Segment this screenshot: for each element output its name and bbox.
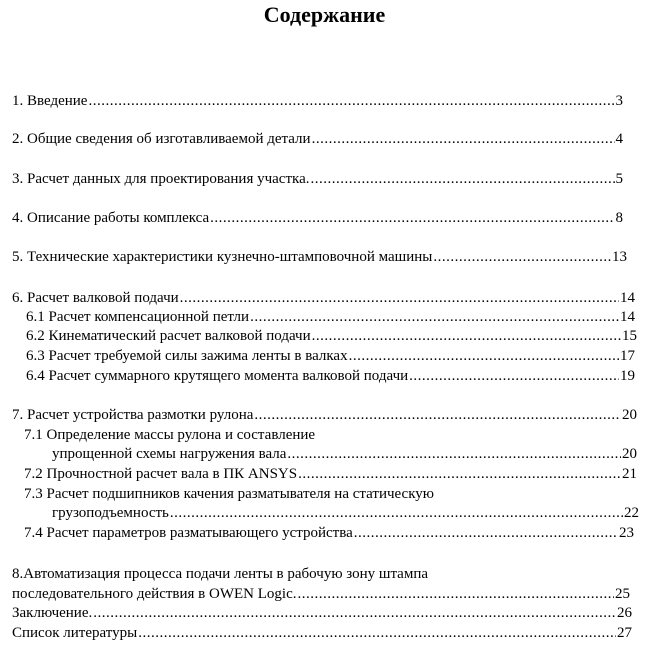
toc-page-number: 14 <box>620 309 635 325</box>
toc-entry[interactable] <box>24 524 634 542</box>
dot-leader <box>250 308 619 326</box>
toc-page-number: 17 <box>620 348 635 364</box>
toc-entry[interactable] <box>12 585 630 603</box>
dot-leader <box>138 624 616 642</box>
toc-entry-text: 5. Технические характеристики кузнечно-штамповочной машины <box>12 249 433 265</box>
dot-leader <box>310 170 614 188</box>
toc-entry[interactable] <box>26 367 635 385</box>
toc-page-number: 20 <box>622 407 637 423</box>
toc-entry-text: 8.Автоматизация процесса подачи ленты в рабочую зону штампа <box>12 566 429 582</box>
toc-entry-text: 7.1 Определение массы рулона и составление <box>24 427 316 443</box>
toc-entry[interactable] <box>12 604 632 622</box>
toc-entry-text: 7.3 Расчет подшипников качения разматывателя на статическую <box>24 486 434 502</box>
toc-entry[interactable] <box>12 624 632 642</box>
dot-leader <box>298 465 621 483</box>
dot-leader <box>354 524 618 542</box>
toc-page-number: 27 <box>617 625 632 641</box>
toc-entry[interactable] <box>12 209 623 227</box>
toc-entry[interactable] <box>26 327 637 345</box>
dot-leader <box>180 289 619 307</box>
toc-entry-text: 4. Описание работы комплекса <box>12 210 210 226</box>
toc-entry[interactable] <box>26 308 635 326</box>
toc-entry-text: 7. Расчет устройства размотки рулона <box>12 407 254 423</box>
dot-leader <box>254 406 621 424</box>
dot-leader <box>210 209 614 227</box>
toc-entry-text: 3. Расчет данных для проектирования участка. <box>12 171 310 187</box>
toc-entry-text: 7.2 Прочностной расчет вала в ПК ANSYS <box>24 466 298 482</box>
dot-leader <box>312 130 615 148</box>
toc-entry[interactable] <box>12 92 623 110</box>
dot-leader <box>93 604 616 622</box>
toc-entry[interactable] <box>52 504 639 522</box>
toc-entry[interactable] <box>12 130 623 148</box>
toc-entry-text: грузоподъемность <box>52 505 169 521</box>
dot-leader <box>287 445 621 463</box>
toc-entry-text: 2. Общие сведения об изготавливаемой детали <box>12 131 311 147</box>
toc-entry-text: последовательного действия в OWEN Logic. <box>12 586 297 602</box>
toc-page-number: 20 <box>622 446 637 462</box>
toc-entry-text: 6. Расчет валковой подачи <box>12 290 179 306</box>
toc-page-number: 4 <box>615 131 623 147</box>
toc-page-number: 15 <box>622 328 637 344</box>
toc-page-number: 19 <box>620 368 635 384</box>
toc-entry-text: 6.2 Кинематический расчет валковой подачи <box>26 328 311 344</box>
toc-entry-text: Список литературы <box>12 625 138 641</box>
toc-entry[interactable] <box>52 445 637 463</box>
toc-entry-text: 6.1 Расчет компенсационной петли <box>26 309 250 325</box>
toc-entry-text: Заключение. <box>12 605 93 621</box>
toc-entry-text: 6.4 Расчет суммарного крутящего момента валковой подачи <box>26 368 409 384</box>
toc-page-number: 5 <box>615 171 623 187</box>
dot-leader <box>170 504 623 522</box>
toc-entry[interactable] <box>12 248 627 266</box>
toc-entry-text: 7.4 Расчет параметров разматывающего устройства <box>24 525 353 541</box>
toc-page-number: 21 <box>622 466 637 482</box>
page-title: Содержание <box>263 2 386 27</box>
dot-leader <box>297 585 614 603</box>
toc-page-number: 3 <box>615 93 623 109</box>
toc-entry[interactable] <box>12 289 635 307</box>
dot-leader <box>409 367 619 385</box>
toc-page-number: 22 <box>624 505 639 521</box>
toc-entry-text: 1. Введение <box>12 93 88 109</box>
toc-page-number: 14 <box>620 290 635 306</box>
toc-entry[interactable] <box>12 170 623 188</box>
toc-page-number: 25 <box>615 586 630 602</box>
toc-entry[interactable] <box>12 406 637 424</box>
dot-leader <box>312 327 621 345</box>
toc-page-number: 26 <box>617 605 632 621</box>
toc-page-number: 13 <box>612 249 627 265</box>
toc-page-number: 23 <box>619 525 634 541</box>
toc-entry[interactable] <box>24 465 637 483</box>
toc-entry-text: упрощенной схемы нагружения вала <box>52 446 287 462</box>
toc-page-number: 8 <box>615 210 623 226</box>
toc-entry[interactable] <box>26 347 635 365</box>
dot-leader <box>88 92 614 110</box>
dot-leader <box>349 347 619 365</box>
dot-leader <box>433 248 611 266</box>
toc-entry-text: 6.3 Расчет требуемой силы зажима ленты в валках <box>26 348 348 364</box>
